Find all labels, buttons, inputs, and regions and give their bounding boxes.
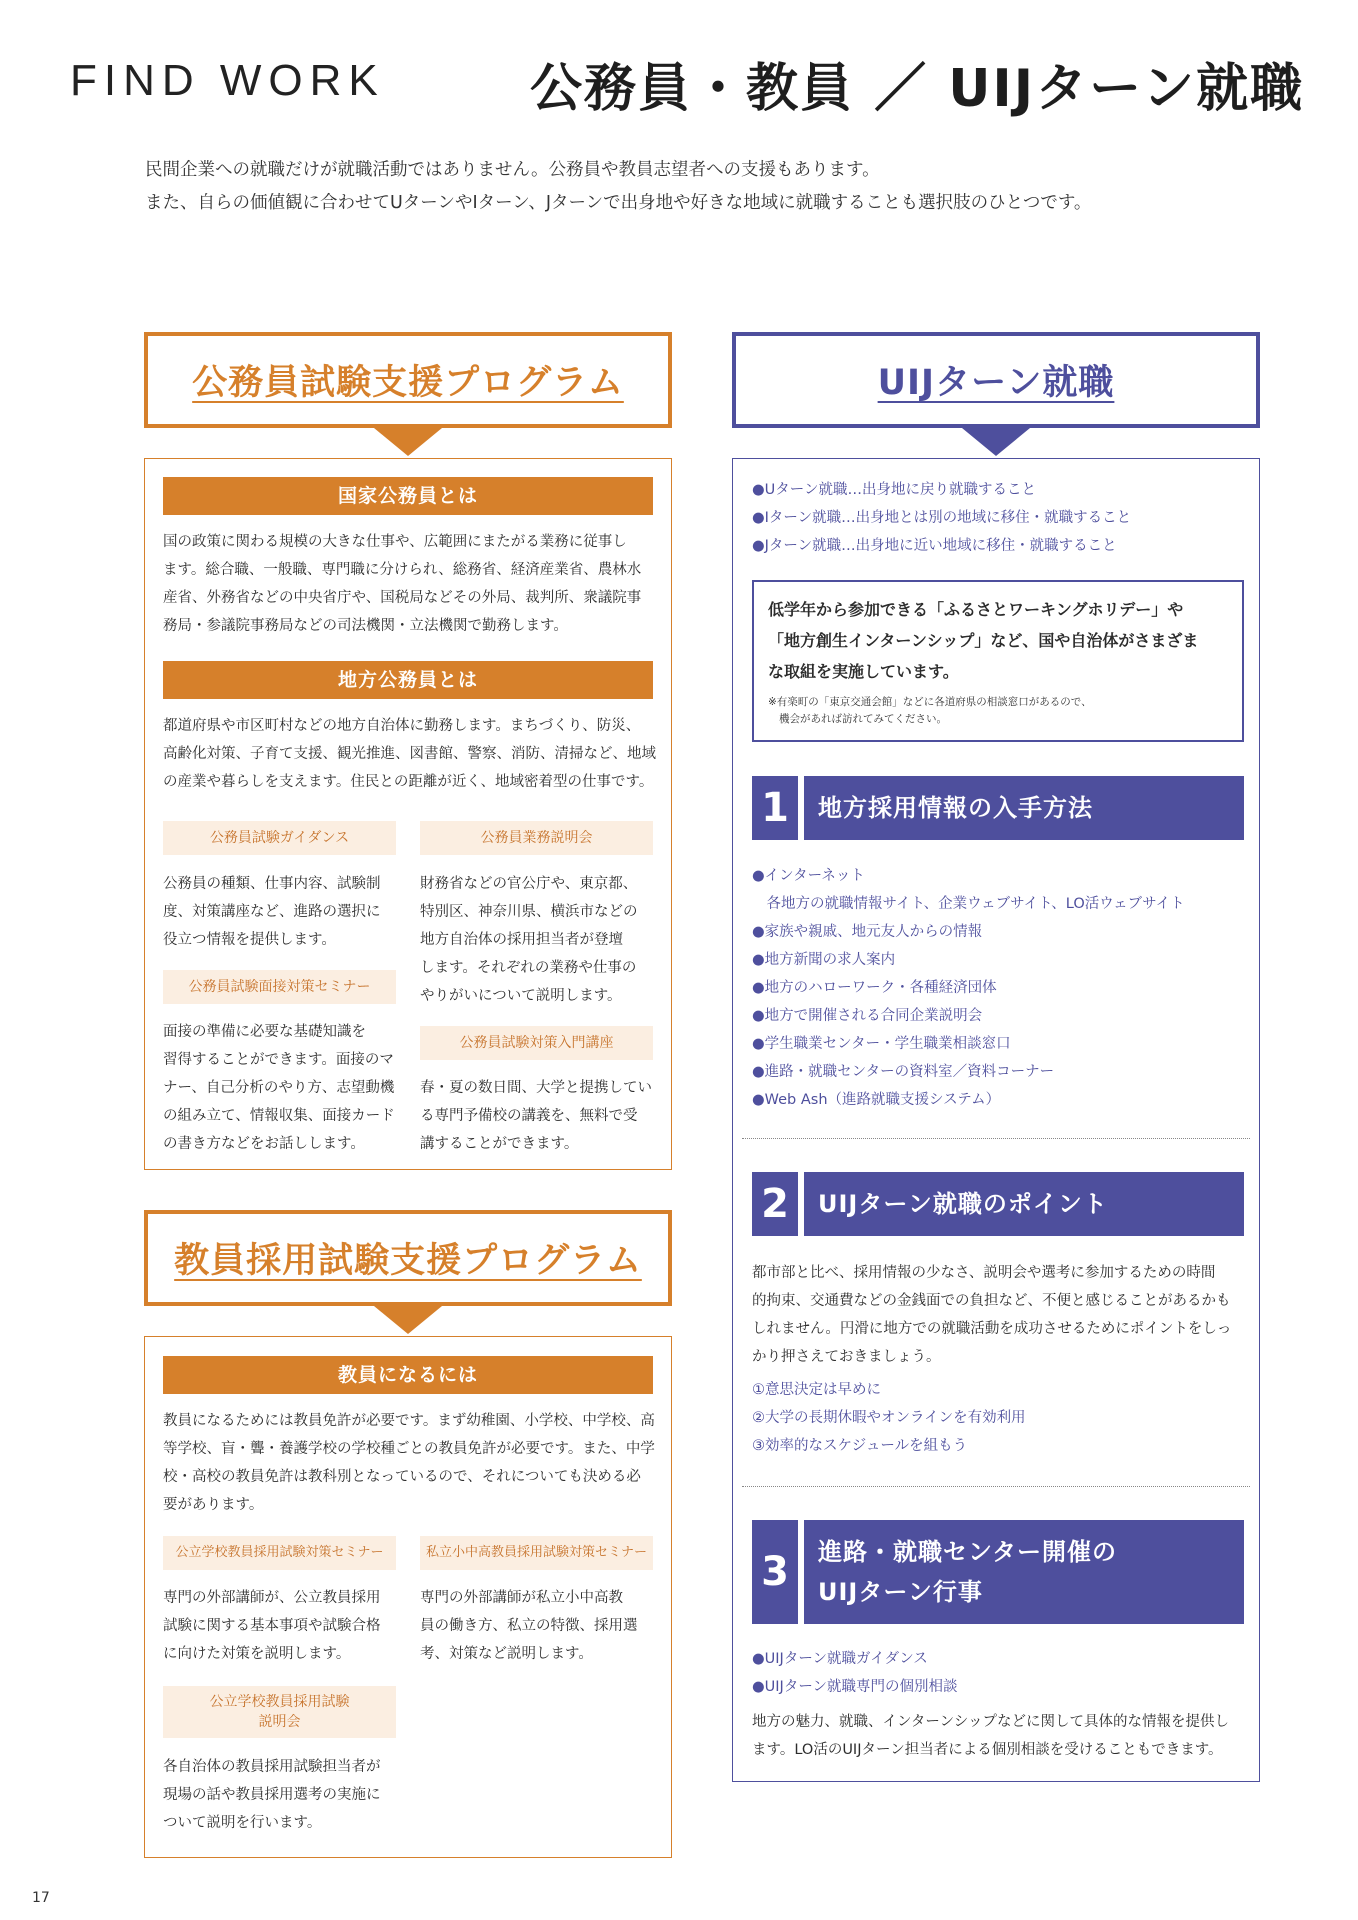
intro-course-label: 公務員試験対策入門講座 xyxy=(420,1026,653,1060)
business-briefing-label: 公務員業務説明会 xyxy=(420,821,653,855)
uij-arrow xyxy=(962,428,1030,456)
private-school-seminar-text: 専門の外部講師が私立小中高教 員の働き方、私立の特徴、採用選 考、対策など説明します。 xyxy=(420,1590,638,1662)
intro-line: また、自らの価値観に合わせてUターンやIターン、Jターンで出身地や好きな地域に就職することも選択肢のひとつです。 xyxy=(145,193,1092,213)
business-briefing-text: 財務省などの官公庁や、東京都、 特別区、神奈川県、横浜市などの 地方自治体の採用担当者が登壇 します。それぞれの業務や仕事の やりがいについて説明します。 xyxy=(420,876,638,1004)
public-school-seminar-text: 専門の外部講師が、公立教員採用 試験に関する基本事項や試験合格 に向けた対策を説明します。 xyxy=(163,1590,381,1662)
become-teacher-text: 教員になるためには教員免許が必要です。まず幼稚園、小学校、中学校、高 等学校、盲・聾・養護学校の学校種ごとの教員免許が必要です。また、中学 校・高校の教員免許は教科別となっているので、それについても決める必 要があります。 xyxy=(163,1413,655,1513)
intro-line: 民間企業への就職だけが就職活動ではありません。公務員や教員志望者への支援もあります。 xyxy=(145,160,880,180)
intro-text xyxy=(145,154,1091,220)
section2-text: 都市部と比べ、採用情報の少なさ、説明会や選考に参加するための時間 的拘束、交通費などの金銭面での負担など、不便と感じることがあるかも しれません。円滑に地方での就職活動を成功させるためにポイントをしっ かり押さえておきましょう。 xyxy=(752,1265,1232,1365)
interview-seminar-text: 面接の準備に必要な基礎知識を 習得することができます。面接のマ ナー、自己分析のやり方、志望動機 の組み立て、情報収集、面接カード の書き方などをお話しします。 xyxy=(163,1024,395,1152)
local-civil-servant-text: 都道府県や市区町村などの地方自治体に勤務します。まちづくり、防災、 高齢化対策、子育て支援、観光推進、図書館、警察、消防、清掃など、地域 の産業や暮らしを支えます。住民との距離が近く、地域密着型の仕事です。 xyxy=(163,718,656,790)
public-school-briefing-text: 各自治体の教員採用試験担当者が 現場の話や教員採用選考の実施に ついて説明を行います。 xyxy=(163,1759,381,1831)
intro-course-text: 春・夏の数日間、大学と提携してい る専門予備校の講義を、無料で受 講することができます。 xyxy=(420,1080,652,1152)
public-school-seminar-label: 公立学校教員採用試験対策セミナー xyxy=(163,1536,396,1570)
section3-text: 地方の魅力、就職、インターンシップなどに関して具体的な情報を提供し ます。LO活のUIJターン担当者による個別相談を受けることもできます。 xyxy=(752,1714,1229,1758)
national-civil-servant-bar: 国家公務員とは xyxy=(163,477,653,515)
section3-header xyxy=(752,1520,1244,1624)
civil-service-arrow xyxy=(374,428,442,456)
uij-heading-box xyxy=(732,332,1260,428)
page-title: 公務員・教員 ／ UIJターン就職 xyxy=(530,59,1305,119)
civil-service-heading: 公務員試験支援プログラム xyxy=(192,363,624,403)
uij-heading: UIJターン就職 xyxy=(877,363,1115,403)
become-teacher-bar: 教員になるには xyxy=(163,1356,653,1394)
section1-title: 地方採用情報の入手方法 xyxy=(804,776,1244,840)
uij-info-note: ※有楽町の「東京交通会館」などに各道府県の相談窓口があるので、 機会があれば訪れてみてください。 xyxy=(768,696,1092,725)
teacher-heading: 教員採用試験支援プログラム xyxy=(174,1241,642,1281)
public-school-briefing-label: 公立学校教員採用試験 説明会 xyxy=(163,1686,396,1738)
section2-number: 2 xyxy=(752,1172,798,1236)
interview-seminar-label: 公務員試験面接対策セミナー xyxy=(163,970,396,1004)
section3-number: 3 xyxy=(752,1520,798,1624)
uij-definitions: ●Uターン就職…出身地に戻り就職すること ●Iターン就職…出身地とは別の地域に移住・就職すること ●Jターン就職…出身地に近い地域に移住・就職すること xyxy=(752,482,1132,554)
private-school-seminar-label: 私立小中高教員採用試験対策セミナー xyxy=(420,1536,653,1570)
section1-header xyxy=(752,776,1244,840)
uij-info-box xyxy=(752,580,1244,742)
page-number: 17 xyxy=(32,1890,50,1906)
section3-title: 進路・就職センター開催の UIJターン行事 xyxy=(804,1520,1244,1624)
divider xyxy=(742,1138,1250,1139)
guidance-label: 公務員試験ガイダンス xyxy=(163,821,396,855)
find-work-label: FIND WORK xyxy=(70,56,385,105)
section2-header xyxy=(752,1172,1244,1236)
section3-list: ●UIJターン就職ガイダンス ●UIJターン就職専門の個別相談 xyxy=(752,1651,958,1695)
national-civil-servant-text: 国の政策に関わる規模の大きな仕事や、広範囲にまたがる業務に従事し ます。総合職、一般職、専門職に分けられ、総務省、経済産業省、農林水 産省、外務省などの中央省庁や、国税局などその外局、裁判所、衆議院事 務局・参議院事務局などの司法機関・立法機関で勤務します。 xyxy=(163,534,642,634)
section1-number: 1 xyxy=(752,776,798,840)
teacher-heading-box xyxy=(144,1210,672,1306)
local-civil-servant-bar: 地方公務員とは xyxy=(163,661,653,699)
section2-title: UIJターン就職のポイント xyxy=(804,1172,1244,1236)
teacher-arrow xyxy=(374,1306,442,1334)
section1-list: ●インターネット 各地方の就職情報サイト、企業ウェブサイト、LO活ウェブサイト ●家族や親戚、地元友人からの情報 ●地方新聞の求人案内 ●地方のハローワーク・各種経済団体 ●地方で開催される合同企業説明会 ●学生職業センター・学生職業相談窓口 ●進路・就職センターの資料室／資料コーナー ●Web Ash（進路就職支援システム） xyxy=(752,868,1185,1108)
section2-points: ①意思決定は早めに ②大学の長期休暇やオンラインを有効利用 ③効率的なスケジュールを組もう xyxy=(752,1382,1026,1454)
uij-info-text: 低学年から参加できる「ふるさとワーキングホリデー」や 「地方創生インターンシップ」など、国や自治体がさまざま な取組を実施しています。 xyxy=(768,600,1199,681)
guidance-text: 公務員の種類、仕事内容、試験制 度、対策講座など、進路の選択に 役立つ情報を提供します。 xyxy=(163,876,381,948)
divider xyxy=(742,1486,1250,1487)
civil-service-heading-box xyxy=(144,332,672,428)
